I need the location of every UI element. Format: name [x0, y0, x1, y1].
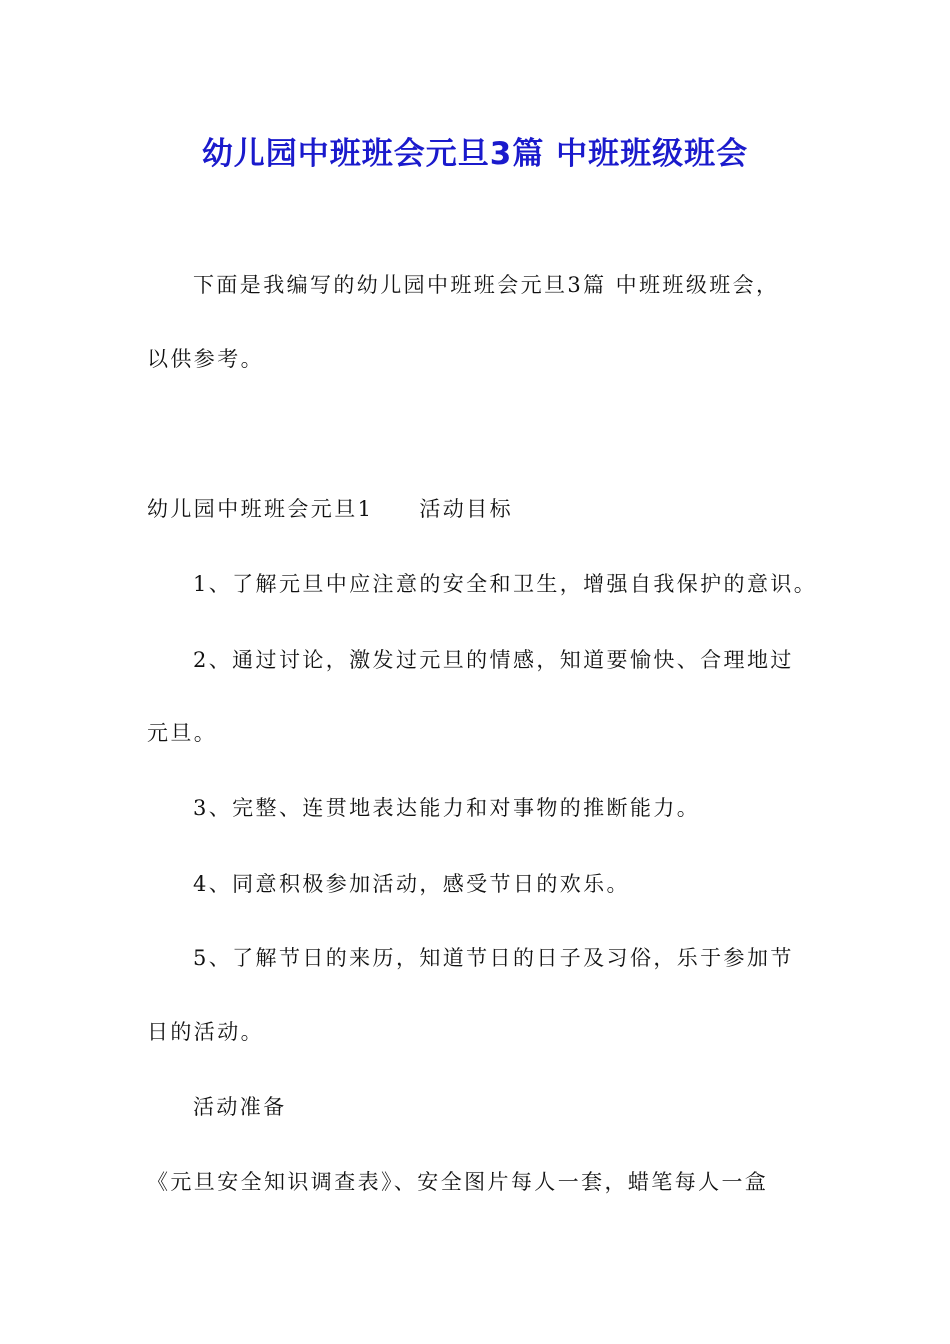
intro-line-2: 以供参考。	[147, 347, 264, 371]
prep-heading: 活动准备	[193, 1095, 287, 1119]
document-title: 幼儿园中班班会元旦3篇 中班班级班会	[201, 136, 749, 172]
goal-5-line-2: 日的活动。	[147, 1020, 264, 1044]
goal-2-line-1: 2、通过讨论，激发过元旦的情感，知道要愉快、合理地过	[193, 648, 794, 672]
goal-4: 4、同意积极参加活动，感受节日的欢乐。	[193, 872, 630, 896]
goal-5-line-1: 5、了解节日的来历，知道节日的日子及习俗，乐于参加节	[193, 946, 794, 970]
section-heading-row	[147, 494, 513, 524]
intro-line-1: 下面是我编写的幼儿园中班班会元旦3篇 中班班级班会，	[193, 273, 780, 297]
section-heading: 幼儿园中班班会元旦1	[147, 497, 374, 521]
section-subheading: 活动目标	[419, 497, 513, 521]
goal-1: 1、了解元旦中应注意的安全和卫生，增强自我保护的意识。	[193, 572, 818, 596]
goal-3: 3、完整、连贯地表达能力和对事物的推断能力。	[193, 796, 701, 820]
prep-line-1: 《元旦安全知识调查表》、安全图片每人一套，蜡笔每人一盒	[147, 1170, 769, 1194]
goal-2-line-2: 元旦。	[147, 721, 218, 745]
